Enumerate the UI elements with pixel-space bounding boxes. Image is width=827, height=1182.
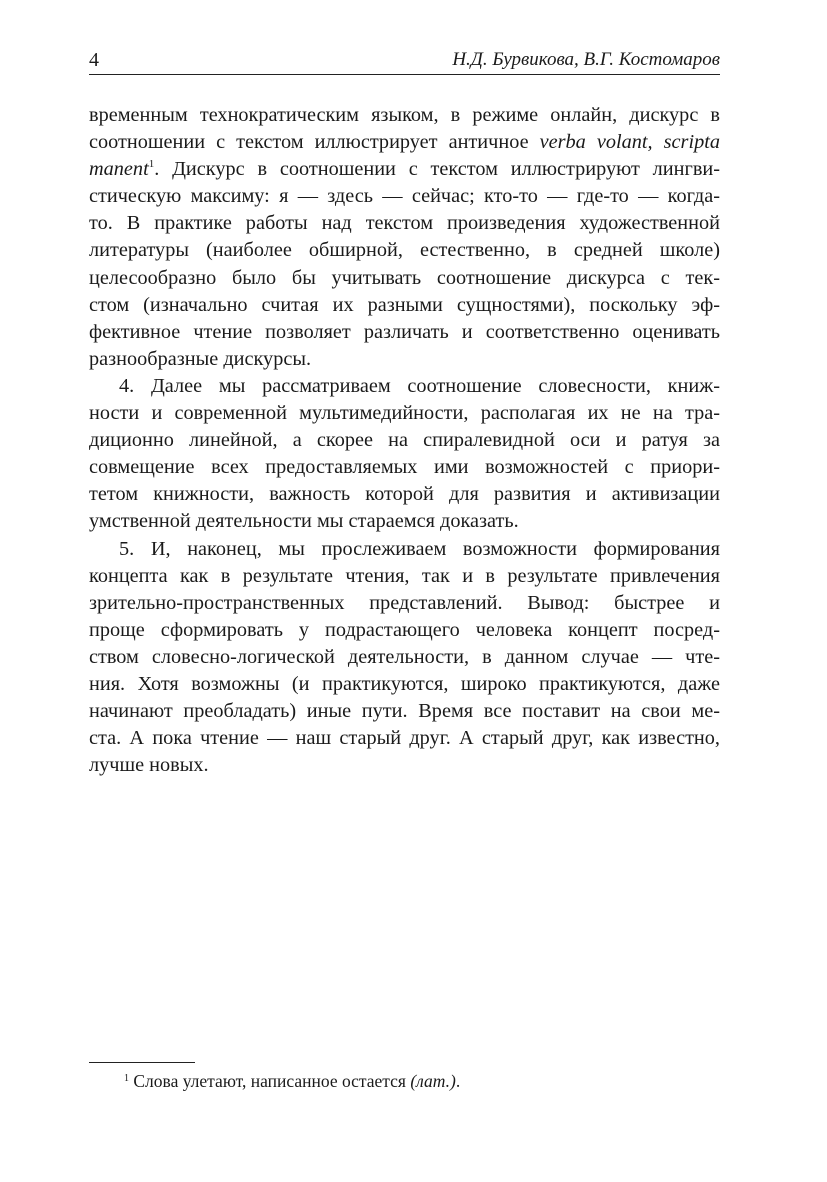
text-line: зрительно-пространственных представлений. Вывод: быстрее и — [89, 591, 720, 614]
text-span: . Дискурс в соотношении с текстом иллюстрируют лингви- — [154, 158, 720, 181]
text-span: соотношении с текстом иллюстрирует античное — [89, 131, 540, 154]
paragraph-3 — [89, 536, 720, 780]
paragraph-2 — [89, 373, 720, 536]
text-line — [89, 129, 720, 156]
latin-phrase-end: manent — [89, 158, 149, 181]
text-line: ности и современной мультимедийности, располагая их не на тра- — [89, 402, 720, 425]
text-line: проще сформировать у подрастающего человека концепт посред- — [89, 618, 720, 641]
text-line: умственной деятельности мы стараемся доказать. — [89, 510, 519, 533]
text-line: тетом книжности, важность которой для развития и активизации — [89, 483, 720, 506]
text-line: временным технократическим языком, в режиме онлайн, дискурс в — [89, 104, 720, 126]
text-line: разнообразные дискурсы. — [89, 347, 312, 370]
text-line: 5. И, наконец, мы прослеживаем возможности формирования — [119, 537, 720, 560]
footnote-text: Слова улетают, написанное остается — [129, 1071, 411, 1091]
latin-phrase: verba volant, scripta — [539, 131, 720, 154]
text-line: совмещение всех предоставляемых ими возможностей с приори- — [89, 456, 720, 479]
main-text — [89, 102, 720, 779]
text-line: концепта как в результате чтения, так и в результате привлечения — [89, 564, 720, 587]
text-line: диционно линейной, а скорее на спиралевидной оси и ратуя за — [89, 429, 720, 452]
text-line: стом (изначально считая их разными сущностями), поскольку эф- — [89, 293, 720, 316]
text-line: то. В практике работы над текстом произведения художественной — [89, 212, 720, 235]
text-line: целесообразно было бы учитывать соотношение дискурса с тек- — [89, 266, 720, 289]
text-line: литературы (наиболее обширной, естественно, в средней школе) — [89, 239, 720, 262]
paragraph-1 — [89, 102, 720, 373]
footnote — [124, 1070, 460, 1092]
footnote-separator — [89, 1062, 195, 1063]
text-line: ством словесно-логической деятельности, в данном случае — чте- — [89, 645, 720, 668]
text-line — [89, 156, 720, 183]
text-line: фективное чтение позволяет различать и соответственно оценивать — [89, 320, 720, 343]
running-head-authors: Н.Д. Бурвикова, В.Г. Костомаров — [452, 49, 720, 70]
text-line: ния. Хотя возможны (и практикуются, широко практикуются, даже — [89, 672, 720, 695]
footnote-end: . — [455, 1071, 461, 1091]
text-line: ста. А пока чтение — наш старый друг. А старый друг, как известно, — [89, 727, 720, 750]
text-line: 4. Далее мы рассматриваем соотношение словесности, книж- — [119, 374, 720, 397]
footnote-language: (лат.) — [410, 1071, 456, 1091]
text-line: лучше новых. — [89, 754, 209, 777]
page-header — [89, 48, 720, 75]
text-line: начинают преобладать) иные пути. Время все поставит на свои ме- — [89, 700, 720, 723]
footnote-marker: 1 — [124, 1073, 129, 1084]
text-line: стическую максиму: я — здесь — сейчас; кто-то — где-то — когда- — [89, 185, 720, 208]
page-number: 4 — [89, 49, 99, 71]
footnote-reference: 1 — [148, 158, 155, 171]
